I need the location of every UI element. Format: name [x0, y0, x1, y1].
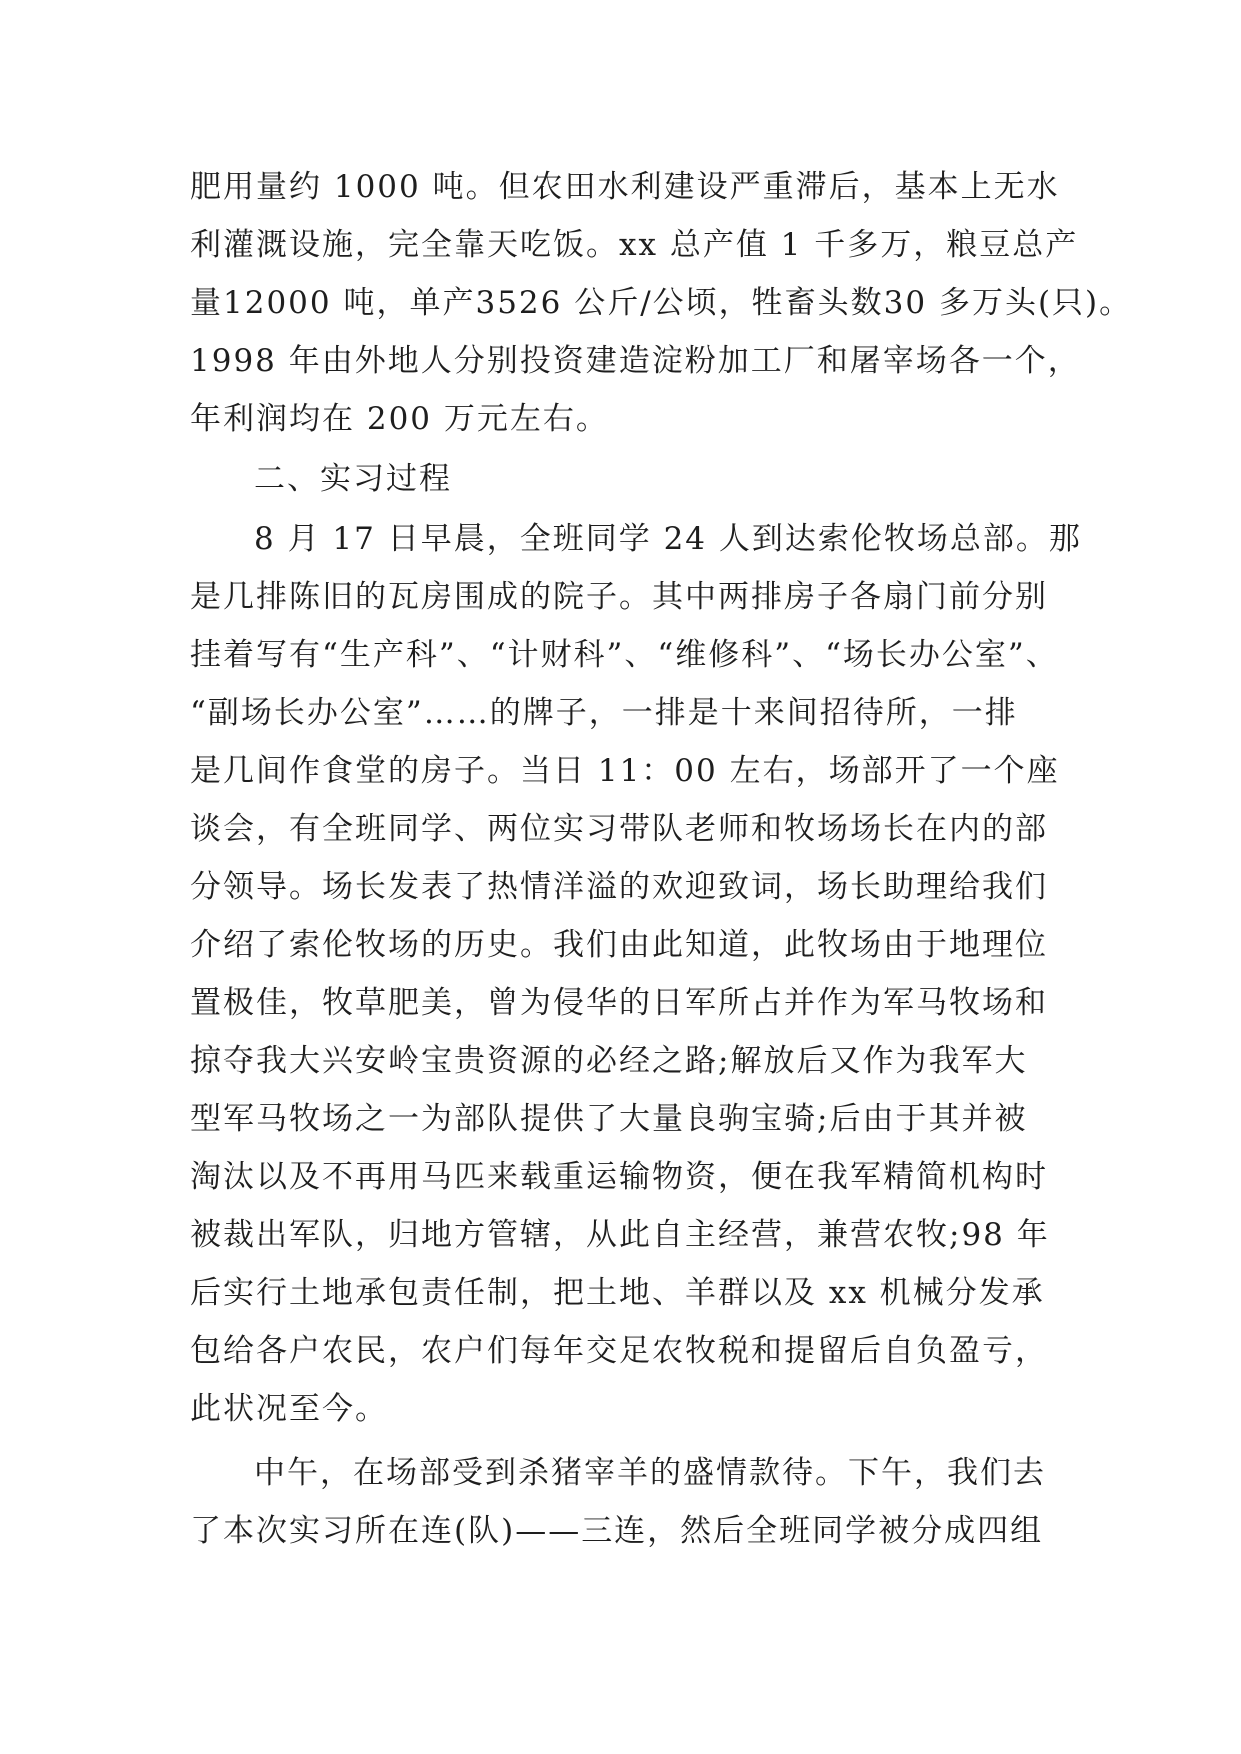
text-line: 是几排陈旧的瓦房围成的院子。其中两排房子各扇门前分别: [190, 579, 1048, 615]
document-body: [190, 158, 1133, 1560]
text-line: 中午，在场部受到杀猪宰羊的盛情款待。下午，我们去: [254, 1455, 1046, 1491]
text-line: 被裁出军队，归地方管辖，从此自主经营，兼营农牧;98 年: [190, 1217, 1050, 1253]
paragraph-1: [190, 158, 1133, 448]
text-line: 分领导。场长发表了热情洋溢的欢迎致词，场长助理给我们: [190, 869, 1048, 905]
text-line: 淘汰以及不再用马匹来载重运输物资，便在我军精简机构时: [190, 1159, 1048, 1195]
text-line: 谈会，有全班同学、两位实习带队老师和牧场场长在内的部: [190, 811, 1048, 847]
text-line: 肥用量约 1000 吨。但农田水利建设严重滞后，基本上无水: [190, 169, 1060, 205]
text-line: “副场长办公室”……的牌子，一排是十来间招待所，一排: [190, 695, 1018, 731]
text-line: 量12000 吨，单产3526 公斤/公顷，牲畜头数30 多万头(只)。: [190, 285, 1133, 321]
text-line: 介绍了索伦牧场的历史。我们由此知道，此牧场由于地理位: [190, 927, 1048, 963]
section-heading: 二、实习过程: [254, 461, 452, 497]
text-line: 利灌溉设施，完全靠天吃饭。xx 总产值 1 千多万，粮豆总产: [190, 227, 1079, 263]
text-line: 了本次实习所在连(队)——三连，然后全班同学被分成四组: [190, 1513, 1044, 1549]
text-line: 是几间作食堂的房子。当日 11：00 左右，场部开了一个座: [190, 753, 1060, 789]
text-line: 年利润均在 200 万元左右。: [190, 401, 609, 437]
paragraph-3: [190, 1444, 1070, 1560]
paragraph-2: [190, 510, 1082, 1438]
text-line: 包给各户农民，农户们每年交足农牧税和提留后自负盈亏，: [190, 1333, 1048, 1369]
text-line: 挂着写有“生产科”、“计财科”、“维修科”、“场长办公室”、: [190, 637, 1059, 673]
text-line: 型军马牧场之一为部队提供了大量良驹宝骑;后由于其并被: [190, 1101, 1028, 1137]
text-line: 置极佳，牧草肥美，曾为侵华的日军所占并作为军马牧场和: [190, 985, 1048, 1021]
text-line: 1998 年由外地人分别投资建造淀粉加工厂和屠宰场各一个，: [190, 343, 1081, 379]
text-line: 此状况至今。: [190, 1391, 388, 1427]
text-line: 掠夺我大兴安岭宝贵资源的必经之路;解放后又作为我军大: [190, 1043, 1028, 1079]
text-line: 8 月 17 日早晨，全班同学 24 人到达索伦牧场总部。那: [254, 521, 1082, 557]
text-line: 后实行土地承包责任制，把土地、羊群以及 xx 机械分发承: [190, 1275, 1045, 1311]
